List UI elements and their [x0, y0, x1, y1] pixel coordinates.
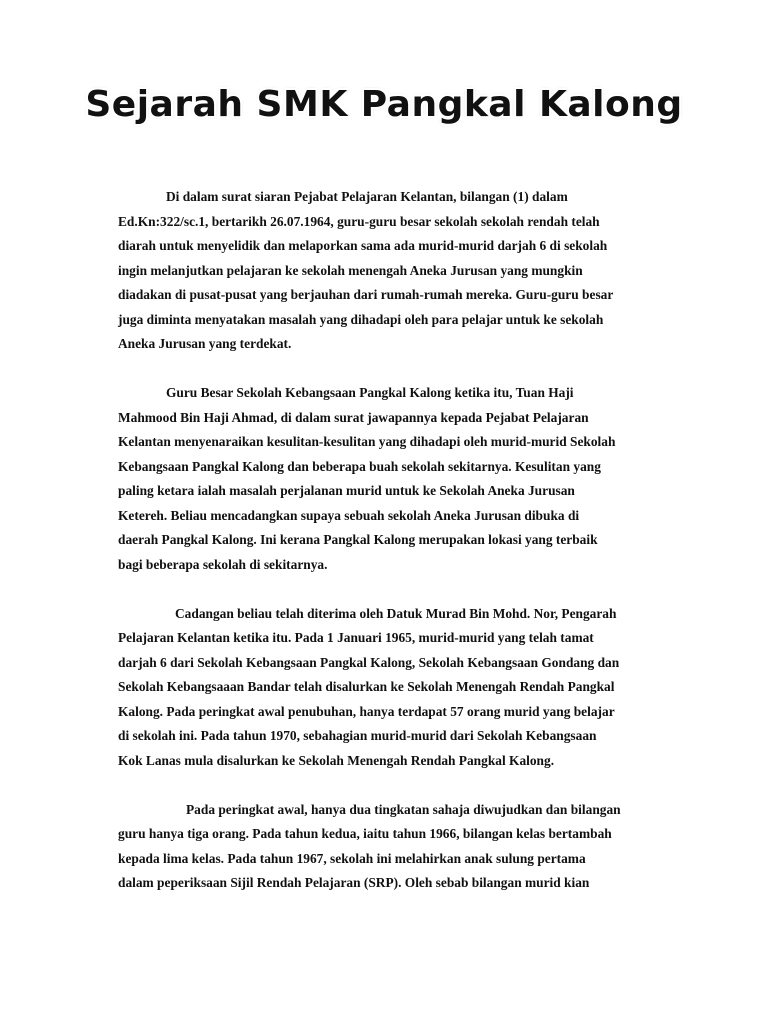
document-title: Sejarah SMK Pangkal Kalong — [85, 84, 683, 125]
text-line: Ed.Kn:322/sc.1, bertarikh 26.07.1964, guru-guru besar sekolah sekolah rendah telah — [118, 213, 600, 229]
text-line: bagi beberapa sekolah di sekitarnya. — [118, 556, 328, 572]
text-line: Aneka Jurusan yang terdekat. — [118, 336, 292, 351]
text-line: dalam peperiksaan Sijil Rendah Pelajaran (SRP). Oleh sebab bilangan murid kian — [118, 875, 590, 890]
document-body — [118, 185, 658, 920]
text-line: Pelajaran Kelantan ketika itu. Pada 1 Januari 1965, murid-murid yang telah tamat — [118, 630, 594, 645]
text-line: Guru Besar Sekolah Kebangsaan Pangkal Kalong ketika itu, Tuan Haji — [166, 385, 574, 400]
text-line: daerah Pangkal Kalong. Ini kerana Pangkal Kalong merupakan lokasi yang terbaik — [118, 532, 598, 547]
text-line: paling ketara ialah masalah perjalanan murid untuk ke Sekolah Aneka Jurusan — [118, 483, 575, 498]
text-line: Pada peringkat awal, hanya dua tingkatan sahaja diwujudkan dan bilangan — [186, 801, 621, 817]
paragraph-2 — [118, 381, 658, 577]
paragraph-3 — [118, 602, 658, 774]
text-line: Kalong. Pada peringkat awal penubuhan, hanya terdapat 57 orang murid yang belajar — [118, 703, 615, 719]
text-line: Kok Lanas mula disalurkan ke Sekolah Menengah Rendah Pangkal Kalong. — [118, 752, 555, 768]
text-line: Kebangsaan Pangkal Kalong dan beberapa buah sekolah sekitarnya. Kesulitan yang — [118, 458, 601, 474]
text-line: di sekolah ini. Pada tahun 1970, sebahagian murid-murid dari Sekolah Kebangsaan — [118, 728, 597, 743]
text-line: Cadangan beliau telah diterima oleh Datuk Murad Bin Mohd. Nor, Pengarah — [175, 605, 617, 621]
paragraph-1 — [118, 185, 658, 357]
text-line: diarah untuk menyelidik dan melaporkan sama ada murid-murid darjah 6 di sekolah — [118, 238, 608, 253]
text-line: kepada lima kelas. Pada tahun 1967, sekolah ini melahirkan anak sulung pertama — [118, 850, 586, 866]
text-line: guru hanya tiga orang. Pada tahun kedua, iaitu tahun 1966, bilangan kelas bertambah — [118, 826, 612, 841]
text-line: Mahmood Bin Haji Ahmad, di dalam surat jawapannya kepada Pejabat Pelajaran — [118, 409, 589, 425]
text-line: diadakan di pusat-pusat yang berjauhan dari rumah-rumah mereka. Guru-guru besar — [118, 287, 614, 302]
text-line: ingin melanjutkan pelajaran ke sekolah menengah Aneka Jurusan yang mungkin — [118, 262, 583, 278]
text-line: Di dalam surat siaran Pejabat Pelajaran Kelantan, bilangan (1) dalam — [166, 189, 568, 204]
text-line: Sekolah Kebangsaaan Bandar telah disalurkan ke Sekolah Menengah Rendah Pangkal — [118, 679, 615, 694]
paragraph-4 — [118, 798, 658, 896]
text-line: Kelantan menyenaraikan kesulitan-kesulitan yang dihadapi oleh murid-murid Sekolah — [118, 434, 616, 449]
text-line: Ketereh. Beliau mencadangkan supaya sebuah sekolah Aneka Jurusan dibuka di — [118, 507, 580, 523]
text-line: juga diminta menyatakan masalah yang dihadapi oleh para pelajar untuk ke sekolah — [118, 311, 604, 327]
text-line: darjah 6 dari Sekolah Kebangsaan Pangkal Kalong, Sekolah Kebangsaan Gondang dan — [118, 654, 620, 670]
